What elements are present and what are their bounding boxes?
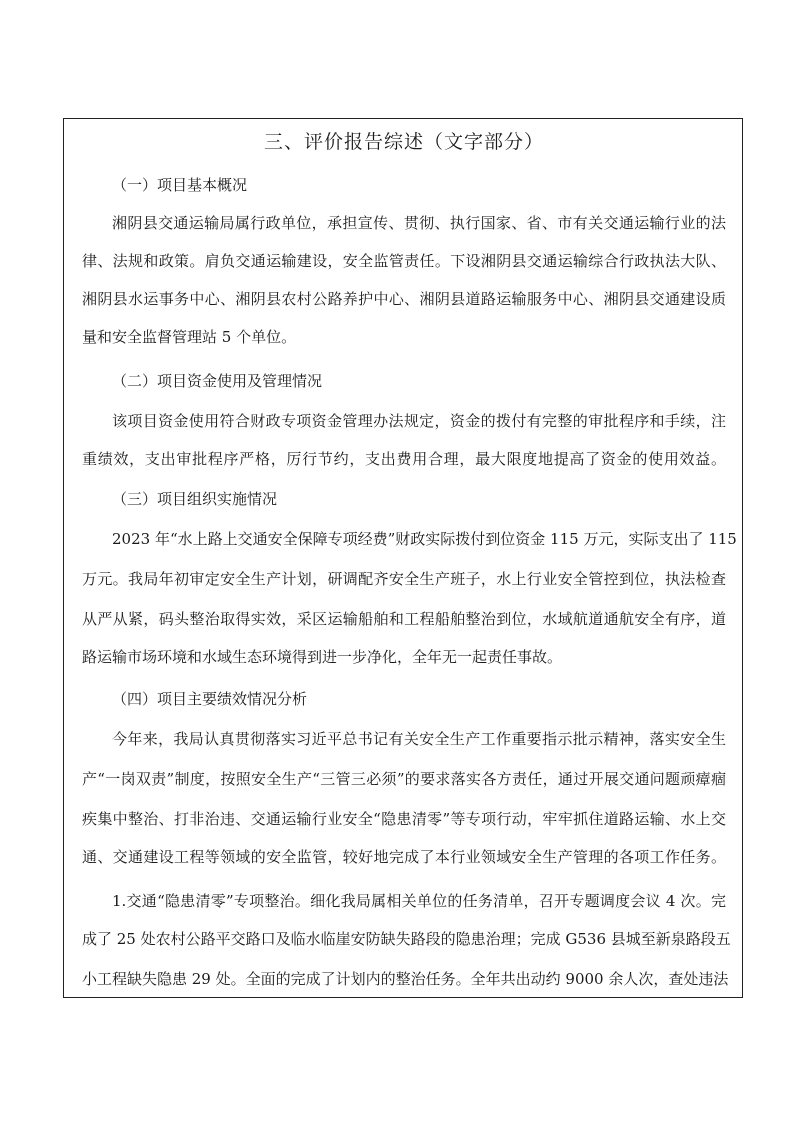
para3-line4: 路运输市场环境和水域生态环境得到进一步净化，全年无一起责任事故。 [82,648,563,666]
para4-line2: 产“一岗双责”制度，按照安全生产“三管三必须”的要求落实各方责任，通过开展交通问题顽瘴痼 [82,770,726,788]
report-frame [63,118,743,998]
para1-line3: 湘阴县水运事务中心、湘阴县农村公路养护中心、湘阴县道路运输服务中心、湘阴县交通建设质 [82,290,726,308]
para4-line1: 今年来，我局认真贯彻落实习近平总书记有关安全生产工作重要指示批示精神，落实安全生 [112,730,726,748]
para1-line1: 湘阴县交通运输局属行政单位，承担宣传、贯彻、执行国家、省、市有关交通运输行业的法 [112,214,726,232]
para1-line4: 量和安全监督管理站 5 个单位。 [82,328,297,346]
section-title: 三、评价报告综述（文字部分） [263,131,544,153]
para5-line3: 小工程缺失隐患 29 处。全面的完成了计划内的整治任务。全年共出动约 9000 余人次，查处违法 [82,970,729,988]
para2-line2: 重绩效，支出审批程序严格，厉行节约，支出费用合理，最大限度地提高了资金的使用效益。 [82,450,726,468]
para5-line1: 1.交通“隐患清零”专项整治。细化我局属相关单位的任务清单，召开专题调度会议 4 次。完 [112,892,726,910]
para3-line3: 从严从紧，码头整治取得实效，采区运输船舶和工程船舶整治到位，水域航道通航安全有序，道 [82,610,726,628]
para2-line1: 该项目资金使用符合财政专项资金管理办法规定，资金的拨付有完整的审批程序和手续，注 [112,412,726,430]
para4-line4: 通、交通建设工程等领域的安全监管，较好地完成了本行业领域安全生产管理的各项工作任务。 [82,848,726,866]
heading-funds-management: （二）项目资金使用及管理情况 [112,372,323,390]
para3-line1: 2023 年“水上路上交通安全保障专项经费”财政实际拨付到位资金 115 万元，实际支出了 115 [112,530,737,548]
para3-line2: 万元。我局年初审定安全生产计划，研调配齐安全生产班子，水上行业安全管控到位，执法检查 [82,570,726,588]
heading-project-overview: （一）项目基本概况 [112,176,248,194]
para4-line3: 疾集中整治、打非治违、交通运输行业安全“隐患清零”等专项行动，牢牢抓住道路运输、水上交 [82,810,726,828]
heading-performance-analysis: （四）项目主要绩效情况分析 [112,690,308,708]
para1-line2: 律、法规和政策。肩负交通运输建设，安全监管责任。下设湘阴县交通运输综合行政执法大队、 [82,252,726,270]
para5-line2: 成了 25 处农村公路平交路口及临水临崖安防缺失路段的隐患治理；完成 G536 县城至新泉路段五 [82,930,731,948]
heading-implementation: （三）项目组织实施情况 [112,490,278,508]
